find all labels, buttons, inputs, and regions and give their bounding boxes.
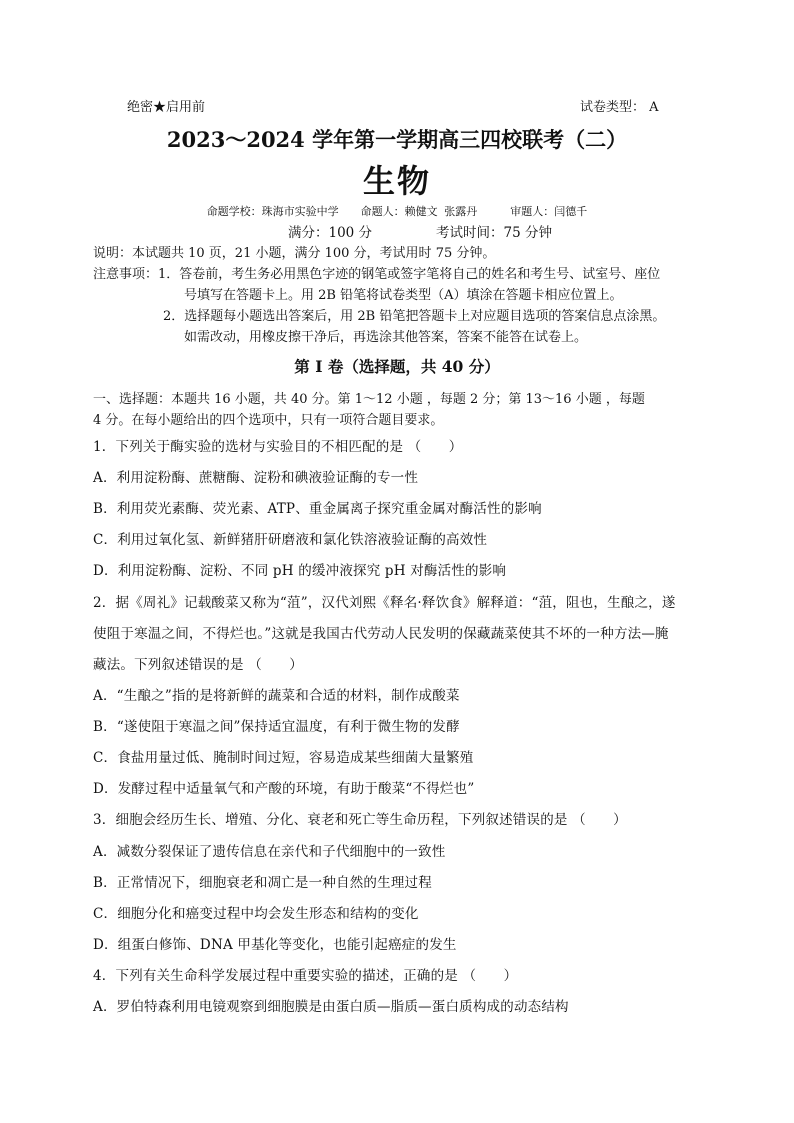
note-1-line-2: 号填写在答题卡上。用 2B 铅笔将试卷类型（A）填涂在答题卡相应位置上。 (184, 288, 623, 303)
section-title: 第 I 卷（选择题，共 40 分） (294, 357, 500, 376)
authors-line: 命题学校：珠海市实验中学 命题人：赖健文 张露丹 审题人：闫德千 (206, 205, 588, 218)
question-1-stem: 1．下列关于酶实验的选材与实验目的不相匹配的是 （ ） (93, 439, 463, 455)
confidential-label: 绝密★启用前 (127, 100, 206, 115)
note-2-line-1: 2．选择题每小题选出答案后，用 2B 铅笔把答题卡上对应题目选项的答案信息点涂黑。 (163, 309, 666, 324)
question-1-option-c: C．利用过氧化氢、新鲜猪肝研磨液和氯化铁溶液验证酶的高效性 (93, 532, 488, 548)
question-2-stem-line-3: 藏法。下列叙述错误的是 （ ） (93, 657, 303, 673)
question-3-stem: 3．细胞会经历生长、增殖、分化、衰老和死亡等生命历程，下列叙述错误的是 （ ） (93, 812, 627, 828)
paper-type-label: 试卷类型： A (580, 100, 659, 115)
full-score: 满分：100 分 (288, 225, 373, 241)
question-2-stem-line-1: 2．据《周礼》记载酸菜又称为“菹”，汉代刘熙《释名·释饮食》解释道：“菹，阻也，生酿之，遂 (93, 595, 676, 611)
question-2-option-b: B．“遂使阻于寒温之间”保持适宜温度，有利于微生物的发酵 (93, 719, 460, 735)
question-4-stem: 4．下列有关生命科学发展过程中重要实验的描述，正确的是 （ ） (93, 968, 518, 984)
question-1-option-a: A．利用淀粉酶、蔗糖酶、淀粉和碘液验证酶的专一性 (93, 470, 419, 486)
question-4-option-a: A．罗伯特森利用电镜观察到细胞膜是由蛋白质—脂质—蛋白质构成的动态结构 (93, 999, 569, 1015)
subject-title: 生物 (362, 162, 431, 200)
question-3-option-b: B．正常情况下，细胞衰老和凋亡是一种自然的生理过程 (93, 875, 432, 891)
question-3-option-c: C．细胞分化和癌变过程中均会发生形态和结构的变化 (93, 906, 419, 922)
question-1-option-d: D．利用淀粉酶、淀粉、不同 pH 的缓冲液探究 pH 对酶活性的影响 (93, 563, 507, 579)
note-2-line-2: 如需改动，用橡皮擦干净后，再选涂其他答案，答案不能答在试卷上。 (184, 330, 588, 345)
exam-title: 2023～2024 学年第一学期高三四校联考（二） (166, 127, 628, 152)
section-intro-line-1: 一、选择题：本题共 16 小题，共 40 分。第 1～12 小题 ，每题 2 分；第 13～16 小题 ，每题 (93, 392, 645, 407)
note-1-line-1: 注意事项：1．答卷前，考生务必用黑色字迹的钢笔或签字笔将自己的姓名和考生号、试室号、座位 (93, 267, 661, 282)
question-2-option-d: D．发酵过程中适量氧气和产酸的环境，有助于酸菜“不得烂也” (93, 781, 475, 797)
question-2-option-c: C．食盐用量过低、腌制时间过短，容易造成某些细菌大量繁殖 (93, 750, 474, 766)
question-2-stem-line-2: 使阻于寒温之间，不得烂也。”这就是我国古代劳动人民发明的保藏蔬菜使其不坏的一种方法—腌 (93, 626, 669, 642)
question-3-option-a: A．减数分裂保证了遗传信息在亲代和子代细胞中的一致性 (93, 844, 446, 860)
question-3-option-d: D．组蛋白修饰、DNA 甲基化等变化，也能引起癌症的发生 (93, 937, 457, 953)
section-intro-line-2: 4 分。在每小题给出的四个选项中，只有一项符合题目要求。 (93, 413, 444, 428)
exam-time: 考试时间：75 分钟 (436, 225, 552, 241)
question-2-option-a: A．“生酿之”指的是将新鲜的蔬菜和合适的材料，制作成酸菜 (93, 688, 460, 704)
explain-text: 说明：本试题共 10 页，21 小题，满分 100 分，考试用时 75 分钟。 (93, 246, 496, 261)
question-1-option-b: B．利用荧光素酶、荧光素、ATP、重金属离子探究重金属对酶活性的影响 (93, 501, 542, 517)
